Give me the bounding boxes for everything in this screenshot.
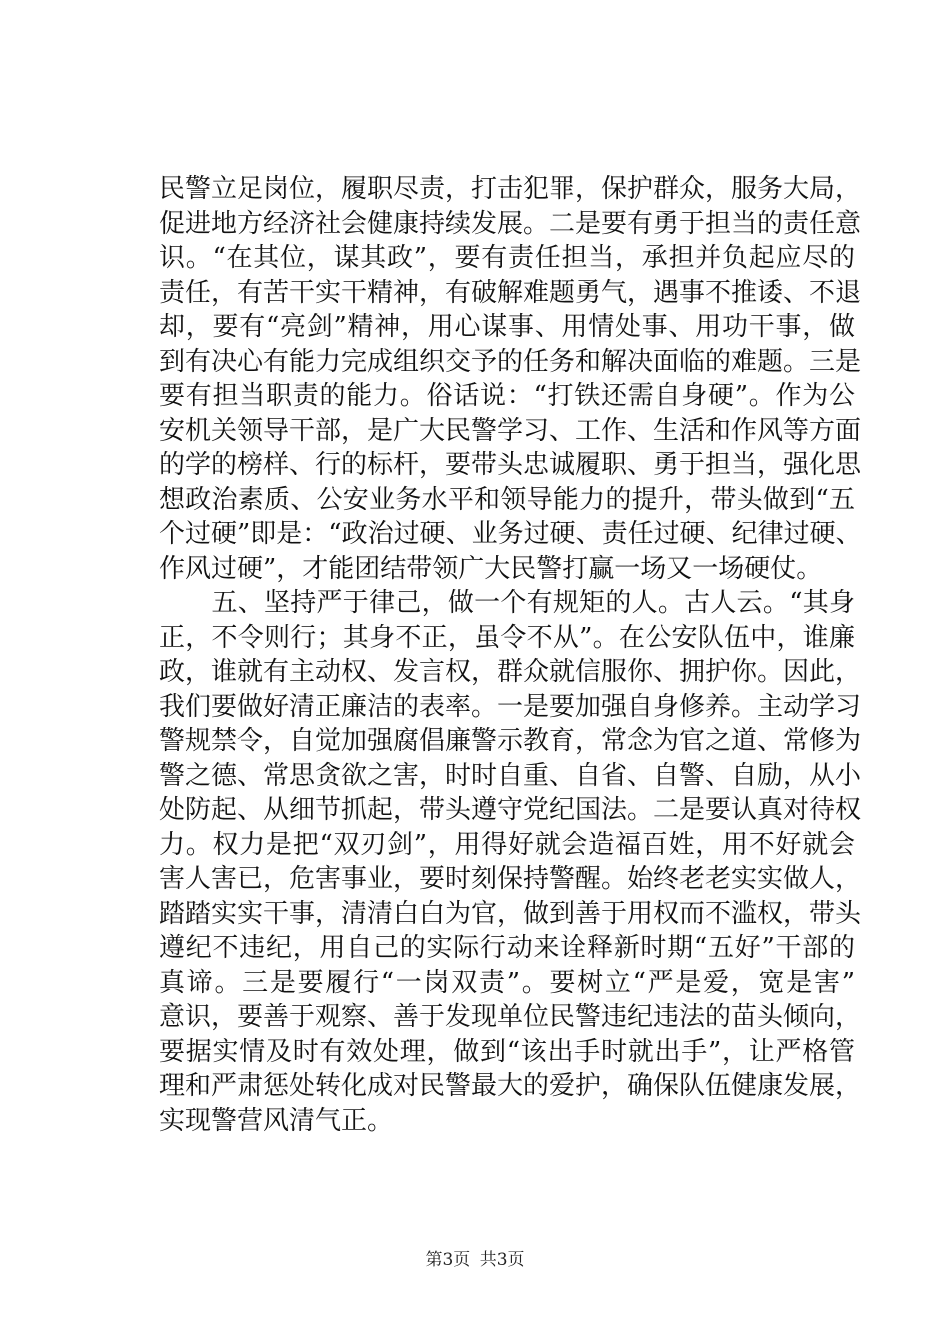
text-line: 正，不令则行；其身不正，虽令不从”。在公安队伍中，谁廉 — [159, 622, 855, 653]
text-line: 要有担当职责的能力。俗话说：“打铁还需自身硬”。作为公 — [159, 381, 855, 411]
text-line: 促进地方经济社会健康持续发展。二是要有勇于担当的责任意 — [159, 208, 862, 239]
text-line: 真谛。三是要履行“一岗双责”。要树立“严是爱，宽是害” — [159, 967, 855, 998]
text-line: 个过硬”即是：“政治过硬、业务过硬、责任过硬、纪律过硬、 — [159, 519, 862, 549]
text-line: 要据实情及时有效处理，做到“该出手时就出手”，让严格管 — [159, 1036, 855, 1067]
text-line: 处防起、从细节抓起，带头遵守党纪国法。二是要认真对待权 — [159, 795, 862, 825]
text-line: 想政治素质、公安业务水平和领导能力的提升，带头做到“五 — [159, 484, 855, 515]
text-line: 意识，要善于观察、善于发现单位民警违纪违法的苗头倾向， — [159, 1002, 862, 1032]
text-line: 民警立足岗位，履职尽责，打击犯罪，保护群众，服务大局， — [159, 174, 862, 204]
body-text — [159, 172, 862, 1138]
text-line: 害人害已，危害事业，要时刻保持警醒。始终老老实实做人， — [159, 864, 862, 894]
text-line: 遵纪不违纪，用自己的实际行动来诠释新时期“五好”干部的 — [159, 933, 855, 963]
text-line: 识。“在其位，谋其政”，要有责任担当，承担并负起应尽的 — [159, 243, 855, 273]
text-line: 政，谁就有主动权、发言权，群众就信服你、拥护你。因此， — [159, 657, 862, 687]
text-line: 责任，有苦干实干精神，有破解难题勇气，遇事不推诿、不退 — [159, 277, 862, 308]
text-line: 作风过硬”，才能团结带领广大民警打赢一场又一场硬仗。 — [159, 553, 823, 584]
text-line: 警规禁令，自觉加强腐倡廉警示教育，常念为官之道、常修为 — [159, 726, 862, 756]
page-footer: 第3页 共3页 — [425, 1250, 525, 1270]
text-line: 踏踏实实干事，清清白白为官，做到善于用权而不滥权，带头 — [159, 898, 862, 929]
text-line: 实现警营风清气正。 — [159, 1105, 394, 1136]
text-line: 的学的榜样、行的标杆，要带头忠诚履职、勇于担当，强化思 — [159, 450, 862, 480]
text-line: 我们要做好清正廉洁的表率。一是要加强自身修养。主动学习 — [159, 691, 862, 722]
text-line: 却，要有“亮剑”精神，用心谋事、用情处事、用功干事，做 — [159, 312, 855, 342]
text-line: 力。权力是把“双刃剑”，用得好就会造福百姓，用不好就会 — [159, 829, 855, 860]
text-line: 到有决心有能力完成组织交予的任务和解决面临的难题。三是 — [159, 346, 862, 377]
text-line: 理和严肃惩处转化成对民警最大的爱护，确保队伍健康发展， — [159, 1071, 862, 1101]
text-line: 安机关领导干部，是广大民警学习、工作、生活和作风等方面 — [159, 415, 862, 446]
text-line: 警之德、常思贪欲之害，时时自重、自省、自警、自励，从小 — [159, 760, 862, 791]
text-line: 五、坚持严于律己，做一个有规矩的人。古人云。“其身 — [159, 588, 855, 618]
